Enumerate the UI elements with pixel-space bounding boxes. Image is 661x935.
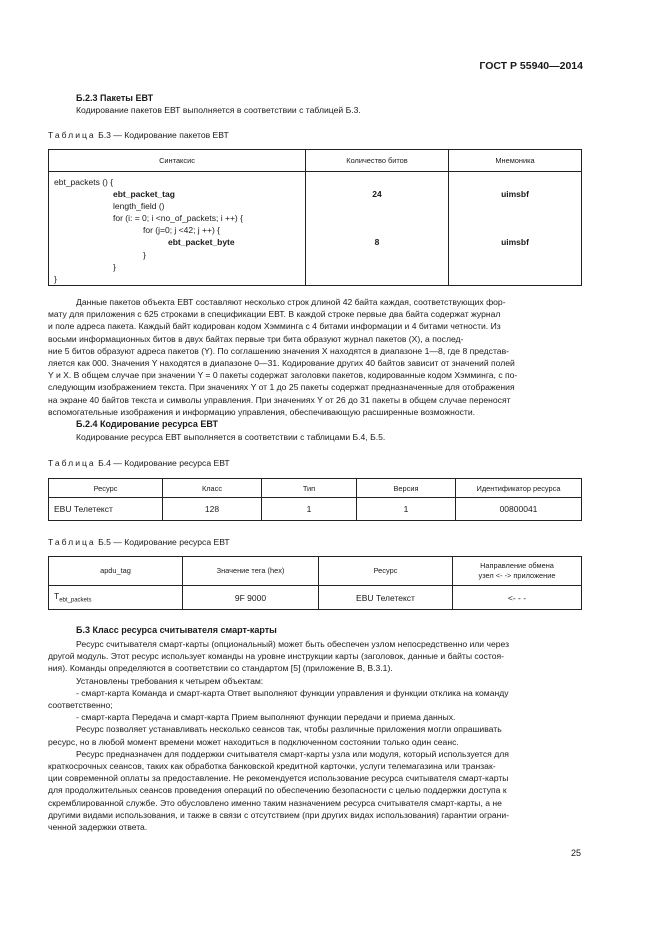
table-cell: 128 (163, 498, 262, 521)
table-header-cell: Идентификатор ресурса (456, 479, 582, 498)
table-header-cell: Версия (357, 479, 456, 498)
table-header-row (49, 557, 582, 586)
table-row (49, 586, 582, 610)
section-b3-title: Б.3 Класс ресурса считывателя смарт-карты (76, 625, 277, 635)
table-header-cell: Количество битов (306, 150, 449, 172)
paragraph-b23 (48, 296, 582, 418)
table-cell: EBU Телетекст (49, 498, 163, 521)
table-header-row (49, 479, 582, 498)
section-b23-intro: Кодирование пакетов ЕВТ выполняется в соответствии с таблицей Б.3. (76, 105, 361, 115)
section-b24-title: Б.2.4 Кодирование ресурса ЕВТ (76, 419, 219, 429)
table-header-cell: Мнемоника (449, 150, 582, 172)
header-line: Направление обмена (480, 561, 554, 570)
text-line: ченной задержки ответа. (48, 822, 148, 833)
table-header-cell: Тип (262, 479, 357, 498)
header-line: узел <- -> приложение (478, 571, 556, 580)
table-b4-caption-text: Б.4 — Кодирование ресурса ЕВТ (98, 458, 230, 468)
table-b3 (48, 149, 582, 286)
section-b24-intro: Кодирование ресурса ЕВТ выполняется в соответствии с таблицами Б.4, Б.5. (76, 432, 386, 442)
table-b3-caption-text: Б.3 — Кодирование пакетов ЕВТ (98, 130, 229, 140)
code-line: length_field () (113, 201, 165, 212)
table-cell: 00800041 (456, 498, 582, 521)
code-line: } (143, 249, 146, 260)
code-line: for (i: = 0; i <no_of_packets; i ++) { (113, 213, 243, 224)
table-b5-caption (48, 537, 230, 547)
text-line: Ресурс предназначен для поддержки считывателя смарт-карты узла или модуля, который используется для (76, 748, 509, 759)
bits-value: 24 (372, 189, 382, 199)
table-cell: 9F 9000 (183, 586, 319, 610)
text-line: Ресурс позволяет устанавливать несколько сеансов так, чтобы различные приложения могли опрашивать (76, 724, 502, 735)
table-header-cell: Ресурс (49, 479, 163, 498)
table-b5 (48, 556, 582, 610)
section-b23-title: Б.2.3 Пакеты ЕВТ (76, 93, 154, 103)
table-cell (49, 586, 183, 610)
text-line: ние 5 битов образуют адреса пакетов (Y). По соглашению значения X находятся в диапазоне 1—8, где 8 представ- (48, 345, 509, 356)
table-header-cell: Синтаксис (49, 150, 306, 172)
tag-subscript: ebt_packets (59, 597, 92, 604)
table-b4 (48, 478, 582, 521)
table-cell: 1 (357, 498, 456, 521)
text-line: ции современной оплаты за предоставление. Не рекомендуется использование ресурса считывателя смарт-карты (48, 773, 509, 784)
code-line: ebt_packet_tag (113, 189, 175, 200)
text-line: восьми информационных битов в двух байтах первые три бита образуют журнал пакетов (X), а послед- (48, 333, 464, 344)
table-row (49, 498, 582, 521)
table-b5-caption-text: Б.5 — Кодирование ресурса ЕВТ (98, 537, 230, 547)
table-b5-caption-word: Таблица (48, 537, 96, 547)
text-line: следующим изображением текста. При значениях Y от 1 до 25 пакеты содержат предназначенные для отображения (48, 382, 515, 393)
text-line: ресурс, но в любой момент времени может находиться в подключенном состоянии только один сеанс. (48, 736, 459, 747)
text-line: для продолжительных сеансов проведения операций по обеспечению безопасности с целью поддержки доступа к (48, 785, 507, 796)
table-header-cell: Класс (163, 479, 262, 498)
code-line: ebt_packet_byte (168, 237, 235, 248)
text-line: - смарт-карта Команда и смарт-карта Ответ выполняют функции управления и функции отклика на команду (76, 687, 509, 698)
bits-value: 8 (374, 237, 380, 248)
text-line: мату для приложения с 625 строками в спецификации ЕВТ. В каждой строке первые два байта содержат журнал (48, 309, 501, 320)
text-line: Установлены требования к четырем объектам: (76, 675, 264, 686)
table-cell: <- - - (453, 586, 582, 610)
tag-main: T (54, 591, 60, 602)
bits-cell (306, 172, 449, 286)
code-line: } (54, 273, 57, 284)
table-header-row (49, 150, 582, 172)
mnemonic-cell (449, 172, 582, 286)
text-line: ния). Команды определяются в соответствии со стандартом [5] (приложение В, В.3.1). (48, 663, 393, 674)
text-line: и поле адреса пакета. Каждый байт кодирован кодом Хэмминга с 4 битами информации и 4 битами четности. Из (48, 321, 501, 332)
table-cell: 1 (262, 498, 357, 521)
text-line: вспомогательные изображения и информацию управления, обеспечивающую расширенные возможности. (48, 406, 476, 417)
table-header-cell: Ресурс (319, 557, 453, 586)
table-b3-caption (48, 130, 229, 140)
table-row (49, 172, 582, 286)
text-line: краткосрочных сеансов, таких как обработка банковской кредитной карточки, услуги телемагазина или транзак- (48, 761, 496, 772)
mnemonic-value: uimsbf (501, 237, 529, 248)
text-line: Данные пакетов объекта ЕВТ составляют несколько строк длиной 42 байта каждая, соответствующих фор- (76, 297, 506, 307)
syntax-code (54, 176, 305, 285)
text-line: ляется как 000. Значения Y находятся в диапазоне 0—31. Кодирование других 40 байтов зависит от значений полей (48, 358, 515, 369)
text-line: соответственно; (48, 700, 113, 711)
table-cell: EBU Телетекст (319, 586, 453, 610)
mnemonic-value: uimsbf (501, 189, 529, 199)
table-b4-caption-word: Таблица (48, 458, 96, 468)
syntax-cell (49, 172, 306, 286)
table-header-cell: Значение тега (hex) (183, 557, 319, 586)
text-line: Y и X. В общем случае при значении Y = 0 пакеты содержат заголовки пакетов, кодированные кодом Хэмминга, с по- (48, 370, 518, 381)
text-line: другой модуль. Этот ресурс использует команды на уровне инструкции карты (заголовок, данные и байты состоя- (48, 651, 505, 662)
code-line: } (113, 261, 116, 272)
page-number: 25 (570, 848, 581, 858)
text-line: на экране 40 байтов текста и символы управления. При значениях Y от 26 до 31 пакеты в общем случае переносят (48, 394, 511, 405)
code-line: ebt_packets () { (54, 177, 114, 187)
document-number: ГОСТ Р 55940—2014 (479, 60, 583, 72)
text-line: другими видами использования, и также в связи с отсутствием (при других видах использования) гарантии ограни- (48, 809, 510, 820)
table-header-cell: apdu_tag (49, 557, 183, 586)
table-b4-caption (48, 458, 230, 468)
table-header-cell (453, 557, 582, 586)
text-line: - смарт-карта Передача и смарт-карта Прием выполняют функции передачи и приема данных. (76, 712, 456, 723)
text-line: скремблированной службе. Это обусловлено именно таким назначением ресурса считывателя смарт-карты, а не (48, 797, 502, 808)
table-b3-caption-word: Таблица (48, 130, 96, 140)
text-line: Ресурс считывателя смарт-карты (опциональный) может быть обеспечен узлом непосредственно или через (76, 639, 510, 649)
code-line: for (j=0; j <42; j ++) { (143, 225, 221, 236)
section-b3-body (48, 638, 582, 833)
